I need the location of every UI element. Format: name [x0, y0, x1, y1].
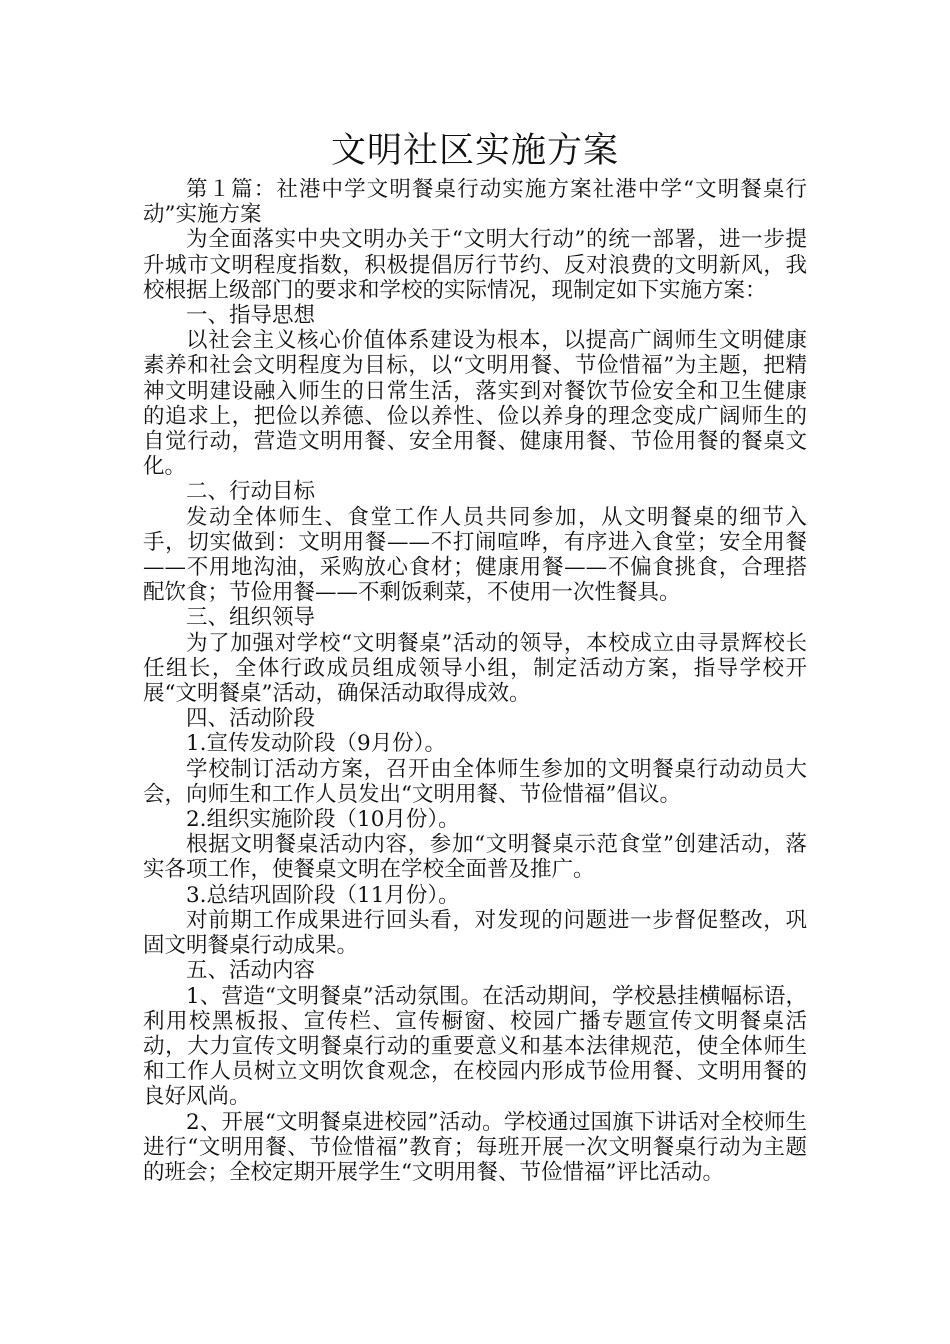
- stage-1-heading: 1.宣传发动阶段（9月份）。: [186, 731, 446, 757]
- document-page: [143, 128, 807, 1185]
- organization-paragraph: 为了加强对学校“文明餐桌”活动的领导，本校成立由寻景辉校长任组长，全体行政成员组成领导小组，制定活动方案，指导学校开展“文明餐桌”活动，确保活动取得成效。: [143, 630, 807, 707]
- activity-content-2-paragraph: 2、开展“文明餐桌进校园”活动。学校通过国旗下讲话对全校师生进行“文明用餐、节俭惜福”教育；每班开展一次文明餐桌行动为主题的班会；全校定期开展学生“文明用餐、节俭惜福”评比活动。: [143, 1109, 807, 1185]
- action-goals-paragraph: 发动全体师生、食堂工作人员共同参加，从文明餐桌的细节入手，切实做到：文明用餐——不打闹喧哗，有序进入食堂；安全用餐——不用地沟油，采购放心食材；健康用餐——不偏食挑食，合理搭配饮食；节俭用餐——不剩饭剩菜，不使用一次性餐具。: [143, 504, 807, 606]
- section-heading-guiding-ideology: 一、指导思想: [186, 303, 316, 329]
- activity-content-1-paragraph: 1、营造“文明餐桌”活动氛围。在活动期间，学校悬挂横幅标语，利用校黑板报、宣传栏、宣传橱窗、校园广播专题宣传文明餐桌活动，大力宣传文明餐桌行动的重要意义和基本法律规范，使全体师生和工作人员树立文明饮食观念，在校园内形成节俭用餐、文明用餐的良好风尚。: [143, 983, 807, 1110]
- section-heading-action-goals: 二、行动目标: [186, 479, 316, 505]
- intro-paragraph: 为全面落实中央文明办关于“文明大行动”的统一部署，进一步提升城市文明程度指数，积极提倡厉行节约、反对浪费的文明新风，我校根据上级部门的要求和学校的实际情况，现制定如下实施方案：: [143, 227, 807, 303]
- document-title: 文明社区实施方案: [330, 131, 619, 171]
- stage-2-paragraph: 根据文明餐桌活动内容，参加“文明餐桌示范食堂”创建活动，落实各项工作，使餐桌文明在学校全面普及推广。: [143, 832, 807, 883]
- guiding-ideology-paragraph: 以社会主义核心价值体系建设为根本，以提高广阔师生文明健康素养和社会文明程度为目标，以“文明用餐、节俭惜福”为主题，把精神文明建设融入师生的日常生活，落实到对餐饮节俭安全和卫生健康的追求上，把俭以养德、俭以养性、俭以养身的理念变成广阔师生的自觉行动，营造文明用餐、安全用餐、健康用餐、节俭用餐的餐桌文化。: [143, 328, 807, 480]
- section-heading-activity-stages: 四、活动阶段: [186, 706, 316, 732]
- stage-1-paragraph: 学校制订活动方案，召开由全体师生参加的文明餐桌行动动员大会，向师生和工作人员发出“文明用餐、节俭惜福”倡议。: [143, 756, 807, 807]
- section-heading-organization: 三、组织领导: [186, 605, 316, 631]
- doc-subtitle-paragraph: 第１篇：社港中学文明餐桌行动实施方案社港中学“文明餐桌行动”实施方案: [143, 177, 807, 228]
- stage-2-heading: 2.组织实施阶段（10月份）。: [186, 807, 460, 833]
- section-heading-activity-content: 五、活动内容: [186, 958, 316, 984]
- stage-3-paragraph: 对前期工作成果进行回头看，对发现的问题进一步督促整改，巩固文明餐桌行动成果。: [143, 907, 807, 959]
- stage-3-heading: 3.总结巩固阶段（11月份）。: [186, 882, 460, 908]
